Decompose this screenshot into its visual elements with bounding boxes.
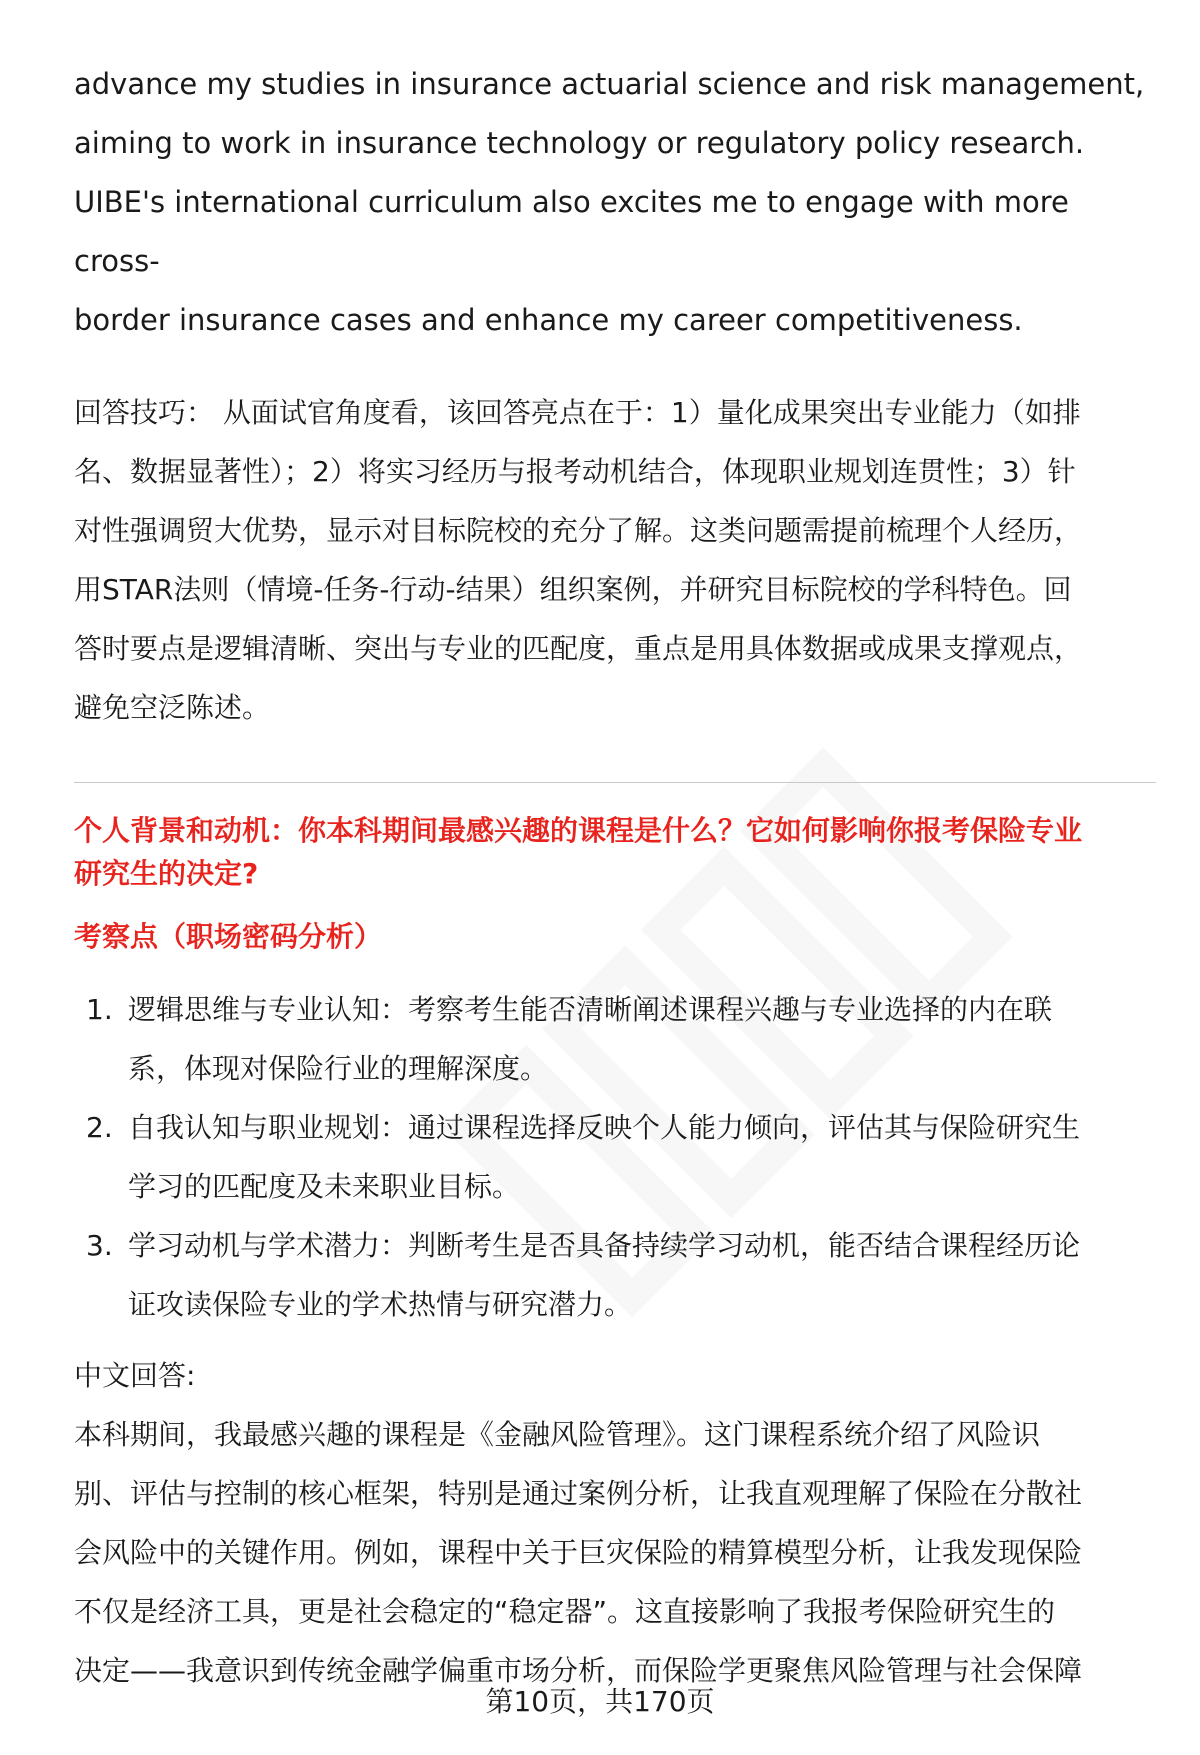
answer-line: 会风险中的关键作用。例如，课程中关于巨灾保险的精算模型分析，让我发现保险 [74,1536,1083,1569]
question-line: 个人背景和动机：你本科期间最感兴趣的课程是什么？它如何影响你报考保险专业 [74,814,1083,847]
list-item-line: 学习动机与学术潜力：判断考生是否具备持续学习动机，能否结合课程经历论 [128,1229,1081,1262]
tips-line: 用STAR法则（情境-任务-行动-结果）组织案例，并研究目标院校的学科特色。回 [74,573,1072,606]
page-number: 第10页，共170页 [485,1685,715,1718]
list-item-line: 自我认知与职业规划：通过课程选择反映个人能力倾向，评估其与保险研究生 [128,1111,1081,1144]
answer-label: 中文回答: [74,1359,196,1392]
list-item [74,980,1156,1098]
answer-paragraph [74,1405,1156,1700]
assessment-subtitle: 考察点（职场密码分析） [74,920,383,953]
answer-line: 本科期间，我最感兴趣的课程是《金融风险管理》。这门课程系统介绍了风险识 [74,1418,1041,1451]
assessment-points-list [74,980,1156,1334]
list-item-line: 逻辑思维与专业认知：考察考生能否清晰阐述课程兴趣与专业选择的内在联 [128,993,1053,1026]
list-item [74,1216,1156,1334]
list-item [74,1098,1156,1216]
answer-line: 不仅是经济工具，更是社会稳定的“稳定器”。这直接影响了我报考保险研究生的 [74,1595,1056,1628]
answer-tips-paragraph [74,383,1156,737]
tips-line: 回答技巧： 从面试官角度看，该回答亮点在于：1）量化成果突出专业能力（如排 [74,396,1081,429]
tips-line: 答时要点是逻辑清晰、突出与专业的匹配度，重点是用具体数据或成果支撑观点， [74,632,1083,665]
list-item-number: 1. [86,993,113,1026]
intro-line: UIBE's international curriculum also excites me to engage with more cross- [74,185,1069,278]
tips-line: 对性强调贸大优势，显示对目标院校的充分了解。这类问题需提前梳理个人经历， [74,514,1083,547]
list-item-line: 证攻读保险专业的学术热情与研究潜力。 [128,1288,633,1321]
tips-line: 名、数据显著性）；2）将实习经历与报考动机结合，体现职业规划连贯性；3）针 [74,455,1076,488]
page-content [74,55,1156,1700]
list-item-line: 系，体现对保险行业的理解深度。 [128,1052,549,1085]
list-item-line: 学习的匹配度及未来职业目标。 [128,1170,521,1203]
answer-line: 别、评估与控制的核心框架，特别是通过案例分析，让我直观理解了保险在分散社 [74,1477,1083,1510]
intro-line: advance my studies in insurance actuarial science and risk management, [74,67,1145,101]
intro-english-paragraph [74,55,1156,350]
list-item-number: 2. [86,1111,113,1144]
intro-line: border insurance cases and enhance my career competitiveness. [74,303,1023,337]
answer-line: 决定——我意识到传统金融学偏重市场分析，而保险学更聚焦风险管理与社会保障 [74,1654,1083,1687]
tips-line: 避免空泛陈述。 [74,691,271,724]
question-line: 研究生的决定? [74,857,259,890]
list-item-number: 3. [86,1229,113,1262]
question-heading [74,809,1156,895]
intro-line: aiming to work in insurance technology or regulatory policy research. [74,126,1085,160]
